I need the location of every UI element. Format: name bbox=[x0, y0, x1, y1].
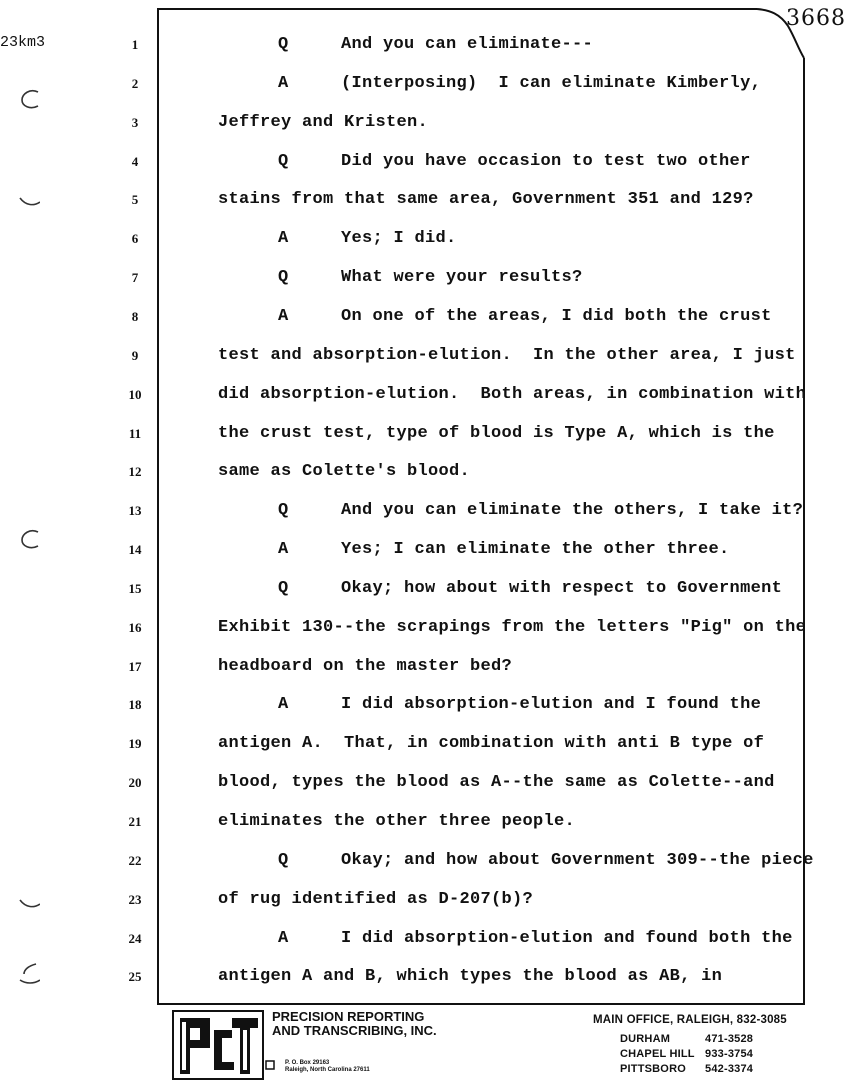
line-number: 17 bbox=[128, 659, 142, 674]
line-number: 21 bbox=[128, 814, 142, 829]
main-office: MAIN OFFICE, RALEIGH, 832-3085 bbox=[593, 1014, 787, 1026]
line-number: 10 bbox=[128, 387, 142, 402]
office-chapel-hill-phone: 933-3754 bbox=[705, 1048, 754, 1060]
transcript-line: On one of the areas, I did both the crust bbox=[341, 307, 772, 326]
po-city: Raleigh, North Carolina 27611 bbox=[285, 1067, 370, 1073]
company-name-line2: AND TRANSCRIBING, INC. bbox=[272, 1023, 437, 1038]
frame-top-border bbox=[157, 8, 757, 10]
line-number: 1 bbox=[131, 37, 139, 52]
transcript-line: antigen A and B, which types the blood as AB, in bbox=[218, 967, 723, 986]
speaker-label: A bbox=[278, 74, 289, 93]
line-number: 3 bbox=[131, 115, 139, 130]
line-number: 19 bbox=[128, 736, 142, 751]
line-number: 20 bbox=[128, 775, 142, 790]
office-pittsboro-phone: 542-3374 bbox=[705, 1063, 754, 1075]
line-number: 12 bbox=[128, 464, 142, 479]
office-city: PITTSBORO bbox=[620, 1063, 686, 1075]
speaker-label: Q bbox=[278, 501, 289, 520]
transcript-line: Okay; and how about Government 309--the piece bbox=[341, 851, 814, 870]
company-logo bbox=[172, 1010, 264, 1080]
company-name-line1: PRECISION REPORTING bbox=[272, 1009, 425, 1024]
frame-left-border bbox=[157, 8, 159, 1004]
transcript-line: Yes; I can eliminate the other three. bbox=[341, 540, 730, 559]
line-number: 7 bbox=[131, 270, 139, 285]
binder-hole-mark bbox=[18, 962, 40, 984]
transcript-line: did absorption-elution. Both areas, in combination with bbox=[218, 385, 807, 404]
transcript-line: test and absorption-elution. In the other area, I just bbox=[218, 346, 796, 365]
office-durham bbox=[620, 1033, 670, 1045]
office-city: DURHAM bbox=[620, 1033, 671, 1045]
speaker-label: Q bbox=[278, 152, 289, 171]
transcript-line: same as Colette's blood. bbox=[218, 462, 471, 481]
binder-hole-mark bbox=[18, 528, 40, 550]
line-number: 14 bbox=[128, 542, 142, 557]
po-box-address bbox=[285, 1060, 370, 1074]
speaker-label: A bbox=[278, 229, 289, 248]
line-number: 24 bbox=[128, 931, 142, 946]
transcript-line: the crust test, type of blood is Type A, which is the bbox=[218, 424, 775, 443]
page-number: 3668 bbox=[786, 6, 846, 31]
line-number: 23 bbox=[128, 892, 142, 907]
line-number: 22 bbox=[128, 853, 142, 868]
line-number: 2 bbox=[131, 76, 139, 91]
transcript-line: (Interposing) I can eliminate Kimberly, bbox=[341, 74, 762, 93]
po-box: P. O. Box 29163 bbox=[285, 1060, 330, 1066]
office-chapel-hill bbox=[620, 1048, 695, 1060]
transcript-line: headboard on the master bed? bbox=[218, 657, 513, 676]
speaker-label: A bbox=[278, 695, 289, 714]
office-pittsboro bbox=[620, 1063, 686, 1075]
margin-code: 23km3 bbox=[0, 34, 46, 51]
line-number: 13 bbox=[128, 503, 142, 518]
line-number: 18 bbox=[128, 697, 142, 712]
line-number: 8 bbox=[131, 309, 139, 324]
transcript-line: Yes; I did. bbox=[341, 229, 457, 248]
line-number: 4 bbox=[131, 154, 139, 169]
transcript-line: Exhibit 130--the scrapings from the letters "Pig" on the bbox=[218, 618, 807, 637]
speaker-label: Q bbox=[278, 579, 289, 598]
line-number: 16 bbox=[128, 620, 142, 635]
transcript-line: I did absorption-elution and I found the bbox=[341, 695, 762, 714]
line-number: 9 bbox=[131, 348, 139, 363]
transcript-line: And you can eliminate--- bbox=[341, 35, 594, 54]
speaker-label: Q bbox=[278, 268, 289, 287]
speaker-label: Q bbox=[278, 851, 289, 870]
office-city: CHAPEL HILL bbox=[620, 1048, 695, 1060]
binder-hole-mark bbox=[18, 888, 40, 910]
company-name bbox=[272, 1010, 437, 1038]
transcript-line: blood, types the blood as A--the same as Colette--and bbox=[218, 773, 775, 792]
speaker-label: A bbox=[278, 540, 289, 559]
transcript-line: I did absorption-elution and found both the bbox=[341, 929, 793, 948]
line-number: 15 bbox=[128, 581, 142, 596]
transcript-line: antigen A. That, in combination with anti B type of bbox=[218, 734, 765, 753]
line-number: 25 bbox=[128, 969, 142, 984]
line-number: 5 bbox=[131, 192, 139, 207]
speaker-label: Q bbox=[278, 35, 289, 54]
binder-hole-mark bbox=[18, 88, 40, 110]
binder-hole-mark bbox=[18, 186, 40, 208]
line-number: 11 bbox=[128, 426, 142, 441]
speaker-label: A bbox=[278, 929, 289, 948]
transcript-line: of rug identified as D-207(b)? bbox=[218, 890, 534, 909]
transcript-line: Okay; how about with respect to Government bbox=[341, 579, 783, 598]
bullet-square-icon bbox=[265, 1060, 275, 1070]
transcript-line: Jeffrey and Kristen. bbox=[218, 113, 429, 132]
transcript-line: stains from that same area, Government 351 and 129? bbox=[218, 190, 754, 209]
speaker-label: A bbox=[278, 307, 289, 326]
line-number: 6 bbox=[131, 231, 139, 246]
frame-bottom-border bbox=[157, 1003, 805, 1005]
transcript-line: Did you have occasion to test two other bbox=[341, 152, 751, 171]
office-durham-phone: 471-3528 bbox=[705, 1033, 754, 1045]
transcript-line: eliminates the other three people. bbox=[218, 812, 576, 831]
transcript-line: What were your results? bbox=[341, 268, 583, 287]
transcript-line: And you can eliminate the others, I take it? bbox=[341, 501, 804, 520]
